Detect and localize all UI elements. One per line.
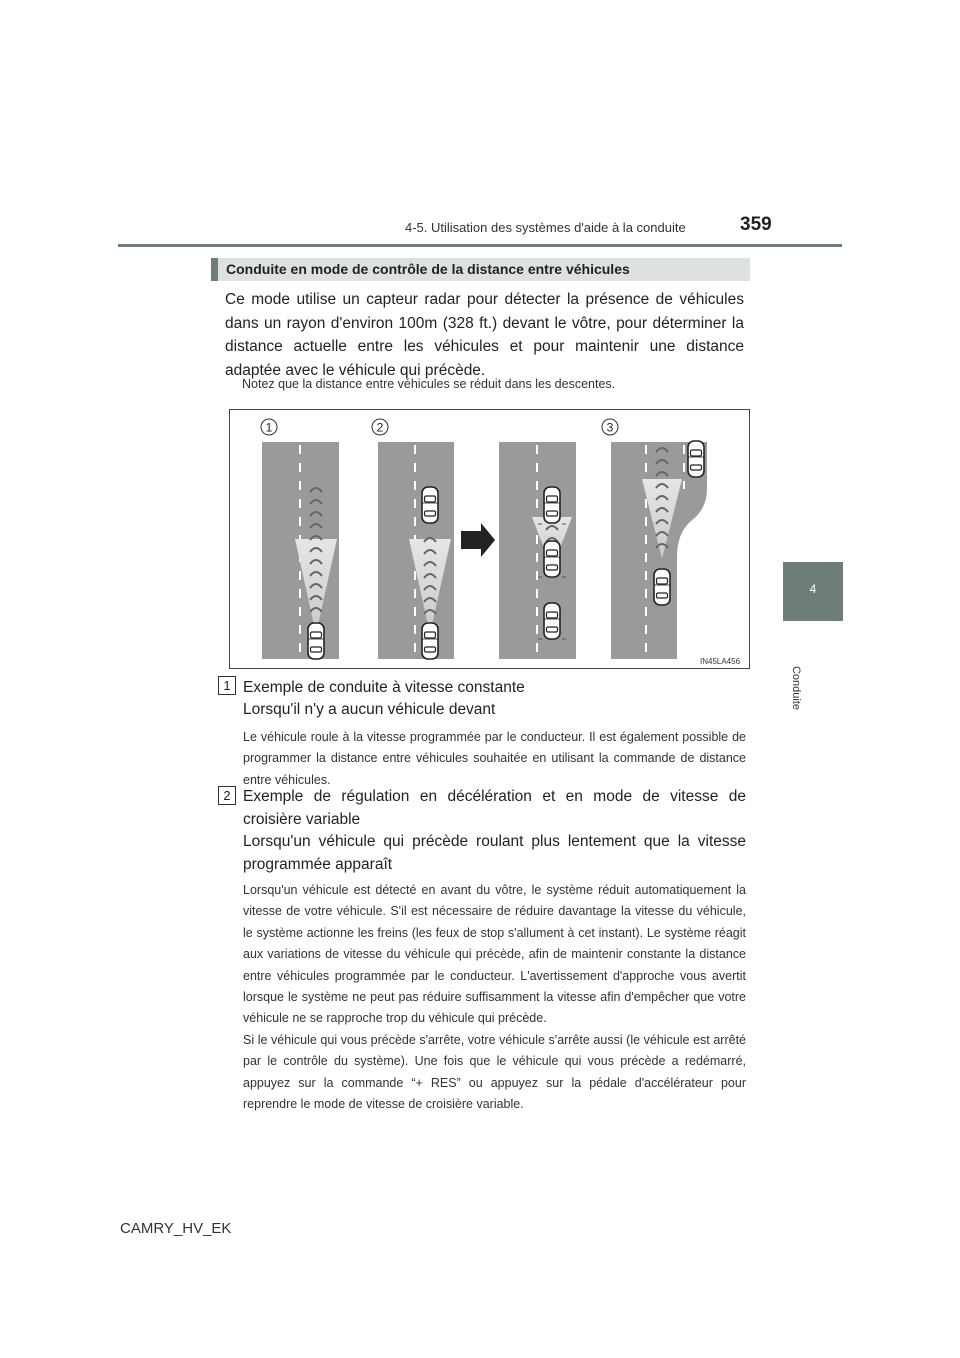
svg-text:1: 1 (265, 420, 273, 435)
item-2-title-line-1: Exemple de régulation en décélération et en mode de vitesse de croisière variable (243, 788, 746, 828)
svg-text:3: 3 (606, 420, 614, 435)
running-header-title: 4-5. Utilisation des systèmes d'aide à la conduite (405, 220, 686, 235)
section-heading (211, 258, 750, 281)
road-scene-1 (262, 442, 339, 659)
item-2-body: Lorsqu'un véhicule est détecté en avant du vôtre, le système réduit automatiquement la vitesse de votre véhicule. S'il est nécessaire de réduire davantage la vitesse du véhicule, le système actionne les freins (les feux de stop s'allument à cet instant). Le système réagit aux variations de vitesse du véhicule qui précède, afin de maintenir constante la distance entre véhicules programmée par le conducteur. L'avertissement d'approche vous avertit lorsque le système ne peut pas réduire suffisamment la vitesse afin d'empêcher que votre véhicule ne se rapproche trop du véhicule qui précède. (243, 883, 746, 1026)
chapter-tab-number: 4 (809, 582, 817, 596)
road-scene-2 (378, 442, 454, 659)
item-1-title-line-1: Exemple de conduite à vitesse constante (243, 679, 525, 696)
item-2-title-line-2: Lorsqu'un véhicule qui précède roulant plus lentement que la vitesse programmée apparaît (243, 833, 746, 873)
svg-text:2: 2 (376, 420, 384, 435)
item-marker-2: 2 (218, 786, 236, 805)
header-rule (118, 244, 842, 247)
road-scene-2b (499, 442, 576, 659)
figure-marker-3 (602, 419, 618, 435)
item-1-title-line-2: Lorsqu'il n'y a aucun véhicule devant (243, 701, 496, 718)
item-1-body: Le véhicule roule à la vitesse programmée par le conducteur. Il est également possible de programmer la distance entre véhicules souhaitée en utilisant la commande de distance entre véhicules. (243, 730, 746, 787)
section-heading-accent (211, 258, 218, 281)
document-model-id: CAMRY_HV_EK (120, 1220, 232, 1237)
note-text: Notez que la distance entre véhicules se réduit dans les descentes. (242, 377, 616, 391)
section-heading-text: Conduite en mode de contrôle de la distance entre véhicules (226, 261, 630, 277)
acc-illustration-svg (229, 409, 750, 669)
intro-paragraph: Ce mode utilise un capteur radar pour détecter la présence de véhicules dans un rayon d'environ 100m (328 ft.) devant le vôtre, pour déterminer la distance actuelle entre les véhicules et pour maintenir une distance adaptée avec le véhicule qui précède. (225, 291, 744, 379)
acc-illustration (229, 409, 750, 669)
figure-marker-2 (372, 419, 388, 435)
page-number: 359 (740, 214, 772, 235)
item-2-body-2: Si le véhicule qui vous précède s'arrête, votre véhicule s'arrête aussi (le véhicule est arrêté par le contrôle du système). Une fois que le véhicule qui vous précède a redémarré, appuyez sur la commande “+ RES” ou appuyez sur la pédale d'accélérateur pour reprendre le mode de vitesse de croisière variable. (243, 1033, 746, 1112)
figure-marker-1 (261, 419, 277, 435)
item-marker-1: 1 (218, 676, 236, 695)
figure-code: IN45LA456 (700, 657, 741, 666)
chapter-tab-label: Conduite (790, 665, 802, 711)
chapter-tab-label-wrap (776, 652, 816, 732)
